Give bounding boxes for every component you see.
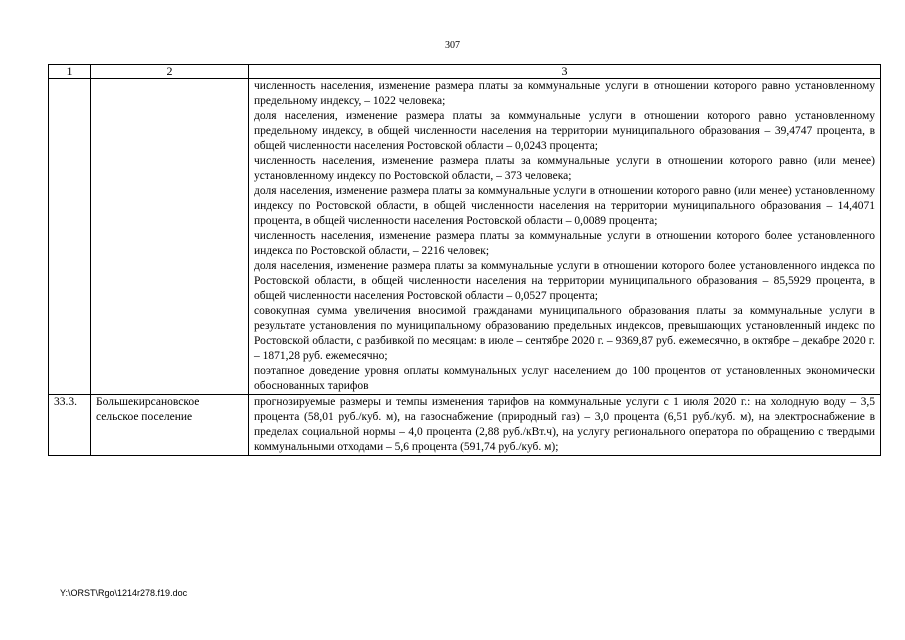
paragraph: совокупная сумма увеличения вносимой гражданами муниципального образования платы за коммунальные услуги в результате установления по муниципальному образованию предельных индексов, превышающих установленный индекс по Ростовской области, с разбивкой по месяцам: в июле – сентябре 2020 г. – 9369,87 руб. ежемесячно, в октябре – декабре 2020 г. – 1871,28 руб. ежемесячно; bbox=[254, 305, 875, 362]
row-name-cell bbox=[91, 79, 249, 395]
paragraph: доля населения, изменение размера платы за коммунальные услуги в отношении которого более установленного индекса по Ростовской области, в общей численности населения на территории муниципального образования – 85,5929 процента, в общей численности населения Ростовской области – 0,0527 процента; bbox=[254, 260, 875, 302]
paragraph: численность населения, изменение размера платы за коммунальные услуги в отношении которого равно установленному предельному индексу, – 1022 человека; bbox=[254, 80, 875, 107]
column-header-2: 2 bbox=[91, 65, 249, 79]
paragraph: прогнозируемые размеры и темпы изменения тарифов на коммунальные услуги с 1 июля 2020 г.: на холодную воду – 3,5 процента (58,01 руб./куб. м), на газоснабжение (природный газ) – 3,0 процента (6,51 руб./куб. м), на электроснабжение в пределах социальной нормы – 4,0 процента (2,88 руб./кВт.ч), на услугу регионального оператора по обращению с твердыми коммунальными отходами – 5,6 процента (591,74 руб./куб. м); bbox=[254, 396, 875, 453]
page-number: 307 bbox=[445, 40, 460, 51]
paragraph: численность населения, изменение размера платы за коммунальные услуги в отношении которого равно (или менее) установленному индексу по Ростовской области, – 373 человека; bbox=[254, 155, 875, 182]
paragraph: численность населения, изменение размера платы за коммунальные услуги в отношении которого более установленного индекса по Ростовской области, – 2216 человек; bbox=[254, 230, 875, 257]
document-table bbox=[48, 64, 881, 456]
row-name-cell: Большекирсановское сельское поселение bbox=[91, 395, 249, 456]
table-row bbox=[49, 79, 881, 395]
table-row bbox=[49, 395, 881, 456]
row-text-cell bbox=[249, 395, 881, 456]
table-header-row bbox=[49, 65, 881, 79]
row-text-cell bbox=[249, 79, 881, 395]
paragraph: доля населения, изменение размера платы за коммунальные услуги в отношении которого равно (или менее) установленному индексу по Ростовской области, в общей численности населения на территории муниципального образования – 14,4071 процента, в общей численности населения Ростовской области – 0,0089 процента; bbox=[254, 185, 875, 227]
row-number-cell bbox=[49, 79, 91, 395]
paragraph: доля населения, изменение размера платы за коммунальные услуги в отношении которого равно установленному предельному индексу, в общей численности населения на территории муниципального образования – 39,4747 процента, в общей численности населения Ростовской области – 0,0243 процента; bbox=[254, 110, 875, 152]
paragraph: поэтапное доведение уровня оплаты коммунальных услуг населением до 100 процентов от установленных экономически обоснованных тарифов bbox=[254, 365, 875, 392]
file-path-footer: Y:\ORST\Rgo\1214r278.f19.doc bbox=[60, 588, 188, 598]
column-header-1: 1 bbox=[49, 65, 91, 79]
row-number-cell: 33.3. bbox=[49, 395, 91, 456]
column-header-3: 3 bbox=[249, 65, 881, 79]
